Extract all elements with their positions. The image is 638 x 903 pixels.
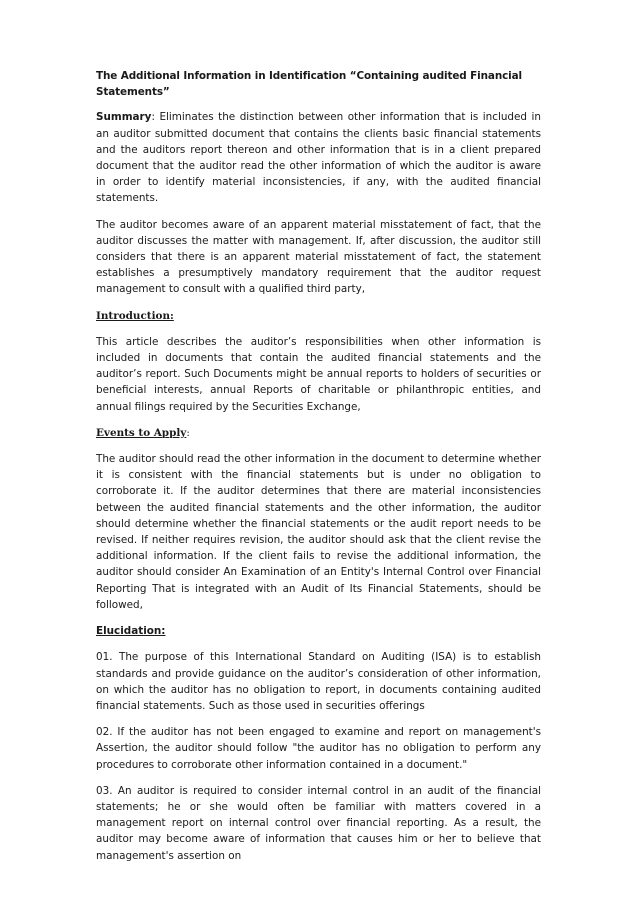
summary-paragraph: [96, 109, 541, 206]
summary-text: : Eliminates the distinction between other information that is included in an auditor submitted document that contains the clients basic financial statements and the auditors report thereon and other information that is in a client prepared document that the auditor read the other information of which the auditor is aware in order to identify material inconsistencies, if any, with the audited financial statements.: [96, 111, 541, 205]
elucidation-item-01: 01. The purpose of this International Standard on Auditing (ISA) is to establish standards and provide guidance on the auditor’s consideration of other information, on which the auditor has no obligation to report, in documents containing audited financial statements. Such as those used in securities offerings: [96, 651, 541, 712]
elucidation-item-03: 03. An auditor is required to consider internal control in an audit of the financial statements; he or she would often be familiar with matters covered in a management report on internal control over financial reporting. As a result, the auditor may become aware of information that causes him or her to believe that management's assertion on: [96, 784, 541, 862]
misstatement-paragraph: The auditor becomes aware of an apparent material misstatement of fact, that the auditor discusses the matter with management. If, after discussion, the auditor still considers that there is an apparent material misstatement of fact, the statement establishes a presumptively mandatory requirement that the auditor request management to consult with a qualified third party,: [96, 218, 541, 296]
events-heading: Events to Apply: [96, 426, 187, 439]
elucidation-heading: Elucidation:: [96, 625, 166, 638]
summary-label: Summary: [96, 111, 152, 124]
introduction-paragraph: This article describes the auditor’s responsibilities when other information is included in documents that contain the audited financial statements and the auditor’s report. Such Documents might be annual reports to holders of securities or beneficial interests, annual Reports of charitable or philanthropic entities, and annual filings required by the Securities Exchange,: [96, 335, 541, 413]
events-heading-colon: :: [186, 426, 190, 439]
events-paragraph: The auditor should read the other information in the document to determine whether it is consistent with the financial statements but is under no obligation to corroborate it. If the auditor determines that there are material inconsistencies between the audited financial statements and the other information, the auditor should determine whether the financial statements or the audit report needs to be revised. If neither requires revision, the auditor should ask that the client revise the additional information. If the client fails to revise the additional information, the auditor should consider An Examination of an Entity's Internal Control over Financial Reporting That is integrated with an Audit of Its Financial Statements, should be followed,: [96, 453, 541, 611]
introduction-heading: Introduction:: [96, 309, 174, 322]
events-heading-line: [96, 425, 541, 441]
document-title: The Additional Information in Identification “Containing audited Financial Statements”: [96, 70, 523, 99]
document-page: [96, 68, 541, 874]
elucidation-item-02: 02. If the auditor has not been engaged to examine and report on management's Assertion, the auditor should follow "the auditor has no obligation to perform any procedures to corroborate other information contained in a document.": [96, 726, 541, 771]
